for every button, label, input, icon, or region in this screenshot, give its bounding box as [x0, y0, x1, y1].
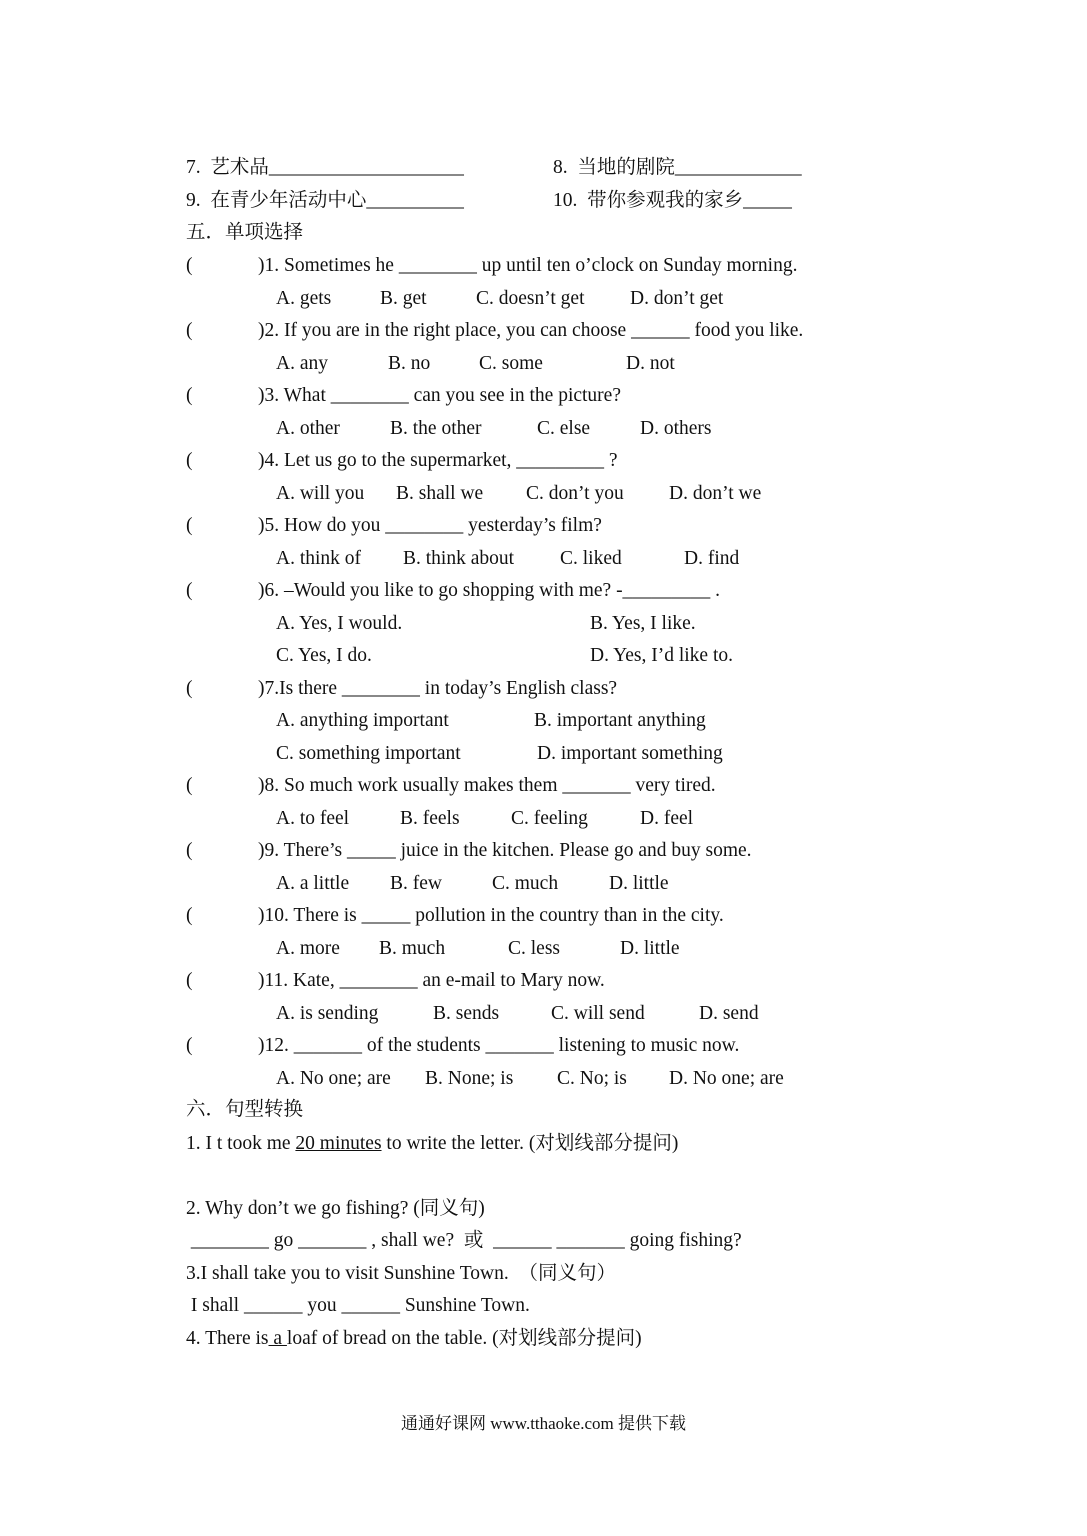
footer-source: 通通好课网 www.tthaoke.com 提供下载 [400, 1414, 687, 1433]
option: A. anything important [276, 710, 449, 731]
question-9: )9. There’s _____ juice in the kitchen. Please go and buy some. [258, 840, 752, 861]
answer-paren[interactable]: ( [186, 255, 193, 276]
option: B. get [380, 288, 427, 309]
option: C. something important [276, 743, 461, 764]
option: A. a little [276, 873, 350, 894]
option: A. other [276, 418, 340, 439]
transform-4: 4. There is a loaf of bread on the table. (对划线部分提问) [186, 1328, 642, 1349]
transform-2-answer[interactable]: ________ go _______ , shall we? 或 ______ _______ going fishing? [186, 1230, 742, 1251]
option: B. think about [403, 548, 515, 569]
question-11: )11. Kate, ________ an e-mail to Mary now. [258, 970, 605, 991]
answer-paren[interactable]: ( [186, 580, 193, 601]
option: D. don’t we [669, 483, 762, 504]
question-12: )12. _______ of the students _______ listening to music now. [258, 1035, 740, 1056]
option: D. send [699, 1003, 759, 1024]
transform-3-answer[interactable]: I shall ______ you ______ Sunshine Town. [186, 1295, 530, 1316]
option: B. Yes, I like. [590, 613, 696, 634]
option: A. Yes, I would. [276, 613, 403, 634]
option: B. important anything [534, 710, 706, 731]
answer-paren[interactable]: ( [186, 905, 193, 926]
question-7: )7.Is there ________ in today’s English class? [258, 678, 618, 699]
option: A. will you [276, 483, 365, 504]
option: C. will send [551, 1003, 645, 1024]
option: B. few [390, 873, 442, 894]
option: A. is sending [276, 1003, 379, 1024]
option: D. important something [537, 743, 723, 764]
question-3: )3. What ________ can you see in the picture? [258, 385, 621, 406]
vocab-9: 9. 在青少年活动中心__________ [186, 190, 464, 211]
question-4: )4. Let us go to the supermarket, _________ ? [258, 450, 618, 471]
answer-paren[interactable]: ( [186, 1035, 193, 1056]
option: B. much [379, 938, 446, 959]
vocab-8: 8. 当地的剧院_____________ [553, 157, 802, 178]
option: D. Yes, I’d like to. [590, 645, 734, 666]
question-2: )2. If you are in the right place, you can choose ______ food you like. [258, 320, 804, 341]
option: B. feels [400, 808, 460, 829]
option: D. others [640, 418, 712, 439]
option: D. feel [640, 808, 694, 829]
option: D. little [609, 873, 669, 894]
answer-paren[interactable]: ( [186, 970, 193, 991]
option: C. doesn’t get [476, 288, 585, 309]
option: C. liked [560, 548, 622, 569]
option: C. less [508, 938, 561, 959]
transform-1: 1. I t took me 20 minutes to write the letter. (对划线部分提问) [186, 1133, 679, 1154]
question-1: )1. Sometimes he ________ up until ten o’clock on Sunday morning. [258, 255, 798, 276]
answer-paren[interactable]: ( [186, 515, 193, 536]
option: A. more [276, 938, 340, 959]
transform-3: 3.I shall take you to visit Sunshine Town. （同义句） [186, 1263, 616, 1284]
option: A. any [276, 353, 328, 374]
option: C. much [492, 873, 559, 894]
transform-2: 2. Why don’t we go fishing? (同义句) [186, 1198, 485, 1219]
option: C. else [537, 418, 591, 439]
section-title-choice: 五．单项选择 [186, 222, 304, 243]
option: D. not [626, 353, 675, 374]
option: D. No one; are [669, 1068, 784, 1089]
option: D. find [684, 548, 740, 569]
answer-paren[interactable]: ( [186, 385, 193, 406]
answer-paren[interactable]: ( [186, 840, 193, 861]
answer-paren[interactable]: ( [186, 775, 193, 796]
question-6: )6. –Would you like to go shopping with me? -_________ . [258, 580, 721, 601]
option: C. some [479, 353, 543, 374]
option: B. shall we [396, 483, 484, 504]
section-title-transform: 六．句型转换 [186, 1099, 304, 1120]
vocab-7: 7. 艺术品____________________ [186, 157, 464, 178]
question-10: )10. There is _____ pollution in the country than in the city. [258, 905, 724, 926]
question-5: )5. How do you ________ yesterday’s film? [258, 515, 602, 536]
option: A. think of [276, 548, 362, 569]
option: A. gets [276, 288, 332, 309]
vocab-10: 10. 带你参观我的家乡_____ [553, 190, 792, 211]
option: C. feeling [511, 808, 588, 829]
option: B. sends [433, 1003, 500, 1024]
question-8: )8. So much work usually makes them _______ very tired. [258, 775, 716, 796]
option: B. the other [390, 418, 482, 439]
option: D. little [620, 938, 680, 959]
answer-paren[interactable]: ( [186, 450, 193, 471]
option: D. don’t get [630, 288, 724, 309]
answer-paren[interactable]: ( [186, 678, 193, 699]
option: C. Yes, I do. [276, 645, 372, 666]
option: C. don’t you [526, 483, 624, 504]
option: B. no [388, 353, 431, 374]
option: A. No one; are [276, 1068, 391, 1089]
option: C. No; is [557, 1068, 627, 1089]
option: A. to feel [276, 808, 350, 829]
answer-paren[interactable]: ( [186, 320, 193, 341]
option: B. None; is [425, 1068, 514, 1089]
